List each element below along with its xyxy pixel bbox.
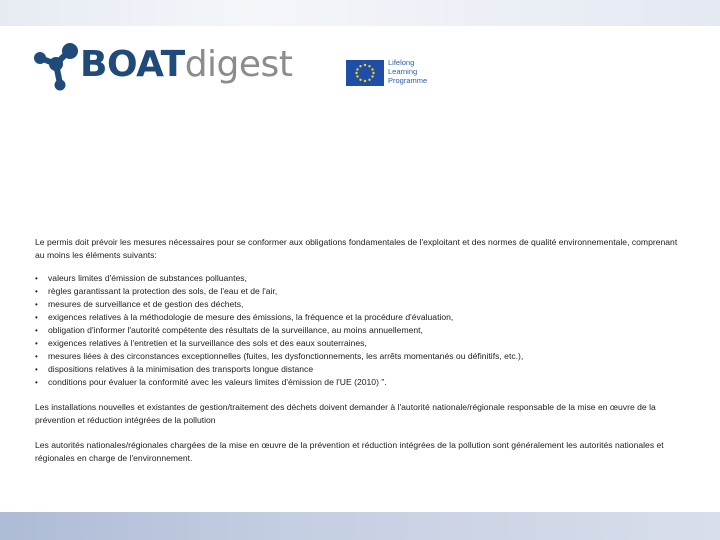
list-item: • mesures de surveillance et de gestion des déchets,: [35, 298, 680, 311]
list-item: • dispositions relatives à la minimisation des transports longue distance: [35, 363, 680, 376]
boatdigest-logo-text: BOATdigest: [80, 44, 293, 85]
bottom-decorative-band: [0, 512, 720, 540]
list-item: • valeurs limites d'émission de substances polluantes,: [35, 272, 680, 285]
eu-programme-text: Lifelong Learning Programme: [388, 58, 428, 85]
boatdigest-molecule-icon: [34, 42, 80, 92]
list-item: • exigences relatives à l'entretien et la surveillance des sols et des eaux souterraines,: [35, 337, 680, 350]
top-decorative-band: [0, 0, 720, 26]
list-item: • conditions pour évaluer la conformité avec les valeurs limites d'émission de l'UE (2010) ".: [35, 376, 680, 389]
list-item: • exigences relatives à la méthodologie de mesure des émissions, la fréquence et la procédure d'évaluation,: [35, 311, 680, 324]
requirements-list: [35, 272, 680, 389]
installations-paragraph: Les installations nouvelles et existantes de gestion/traitement des déchets doivent demander à l'autorité nationale/régionale responsable de la mise en œuvre de la prévention et réduction intégrées de la pollution: [35, 402, 656, 425]
list-item: • obligation d'informer l'autorité compétente des résultats de la surveillance, au moins annuellement,: [35, 324, 680, 337]
list-item: • règles garantissant la protection des sols, de l'eau et de l'air,: [35, 285, 680, 298]
list-item: • mesures liées à des circonstances exceptionnelles (fuites, les dysfonctionnements, les arrêts momentanés ou définitifs, etc.),: [35, 350, 680, 363]
document-body: [35, 236, 680, 465]
intro-paragraph: Le permis doit prévoir les mesures nécessaires pour se conformer aux obligations fondamentales de l'exploitant et des normes de qualité environnementale, comprenant au moins les éléments suivants:: [35, 237, 678, 260]
lifelong-learning-programme-logo: [346, 58, 466, 88]
header-logos: [34, 42, 428, 92]
eu-flag-icon: [346, 60, 384, 86]
authorities-paragraph: Les autorités nationales/régionales chargées de la mise en œuvre de la prévention et réduction intégrées de la pollution sont généralement les autorités nationales et régionales en charge de l'environnement.: [35, 440, 664, 463]
